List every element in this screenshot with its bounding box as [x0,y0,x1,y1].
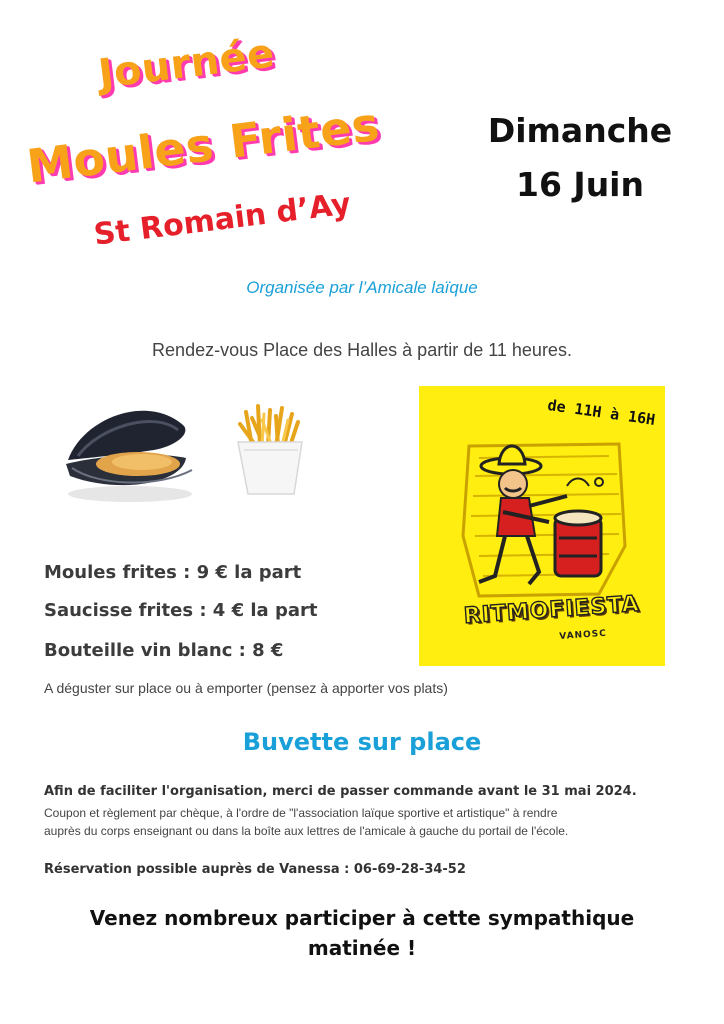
poster-hours: de 11H à 16H [546,396,657,429]
title-line-2: Moules Frites [24,96,383,194]
takeaway-note: A déguster sur place ou à emporter (pensez à apporter vos plats) [44,680,448,696]
price-moules-frites: Moules frites : 9 € la part [44,562,302,583]
mussel-icon [58,398,198,508]
order-notice: Afin de faciliter l'organisation, merci de passer commande avant le 31 mai 2024. [44,784,637,799]
drummer-illustration-icon [449,426,639,606]
poster-town: VANOSC [559,628,608,642]
price-vin-blanc: Bouteille vin blanc : 8 € [44,640,284,661]
closing-line-2: matinée ! [307,936,417,960]
title-location: St Romain d’Ay [92,186,353,253]
event-date: 16 Juin [516,165,644,204]
payment-info-line-1: Coupon et règlement par chèque, à l'ordre de "l'association laïque sportive et artistique" à rendre [44,806,558,820]
reservation-contact: Réservation possible auprès de Vanessa : 06-69-28-34-52 [44,862,466,877]
meeting-info: Rendez-vous Place des Halles à partir de 11 heures. [152,340,572,360]
band-poster [419,386,665,666]
event-day: Dimanche [487,111,673,150]
poster-band-name: RITMOFIESTA [463,591,641,629]
organizer-line: Organisée par l’Amicale laïque [246,278,478,297]
title-line-1: Journée [96,30,278,98]
fries-icon [232,402,312,498]
closing-line-1: Venez nombreux participer à cette sympathique [89,906,635,930]
payment-info-line-2: auprès du corps enseignant ou dans la boîte aux lettres de l'amicale à gauche du portail de l'école. [44,824,569,838]
price-saucisse-frites: Saucisse frites : 4 € la part [44,600,318,621]
buvette-heading: Buvette sur place [242,728,482,756]
